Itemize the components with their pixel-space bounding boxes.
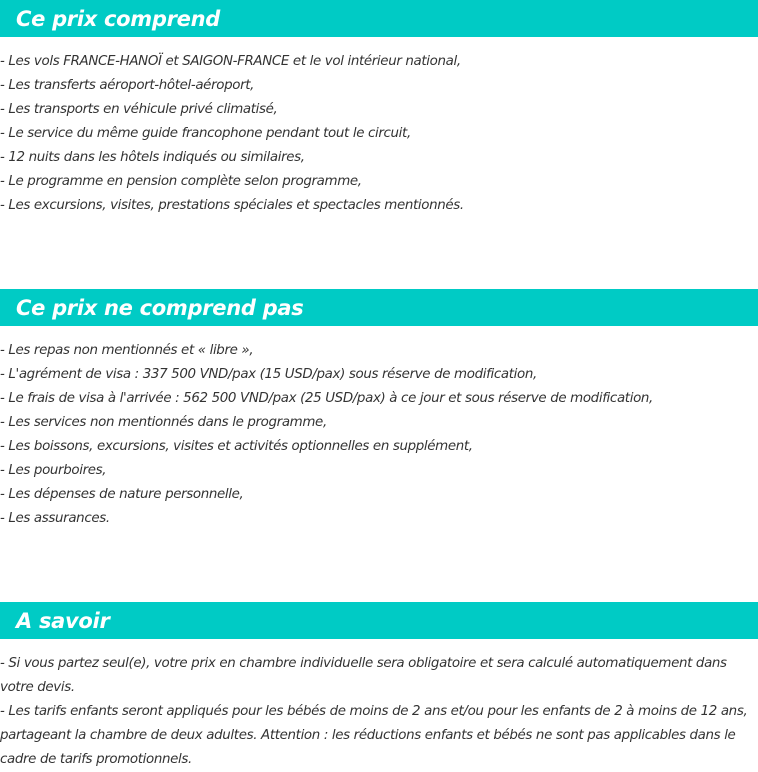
list-item: - Les assurances. — [0, 511, 110, 526]
paragraph: - Si vous partez seul(e), votre prix en chambre individuelle sera obligatoire et sera calculé automatiquement dans votre devis. — [0, 656, 727, 695]
section-title: Ce prix ne comprend pas — [16, 295, 304, 320]
list-item: - Les services non mentionnés dans le programme, — [0, 415, 327, 430]
not-included-list — [0, 326, 758, 531]
section-header-good-to-know — [0, 602, 758, 639]
list-item: - L'agrément de visa : 337 500 VND/pax (15 USD/pax) sous réserve de modification, — [0, 367, 537, 382]
list-item: - Les transports en véhicule privé climatisé, — [0, 102, 278, 117]
list-item: - Le frais de visa à l'arrivée : 562 500 VND/pax (25 USD/pax) à ce jour et sous réserve de modification, — [0, 391, 653, 406]
included-list — [0, 37, 758, 218]
section-good-to-know — [0, 602, 758, 772]
list-item: - Les pourboires, — [0, 463, 107, 478]
section-title: A savoir — [16, 608, 110, 633]
section-header-included — [0, 0, 758, 37]
list-item: - Les dépenses de nature personnelle, — [0, 487, 244, 502]
list-item: - 12 nuits dans les hôtels indiqués ou similaires, — [0, 150, 305, 165]
list-item: - Les boissons, excursions, visites et activités optionnelles en supplément, — [0, 439, 473, 454]
section-header-not-included — [0, 289, 758, 326]
good-to-know-text — [0, 639, 758, 772]
list-item: - Les repas non mentionnés et « libre », — [0, 343, 254, 358]
list-item: - Les vols FRANCE-HANOÏ et SAIGON-FRANCE et le vol intérieur national, — [0, 54, 461, 69]
list-item: - Les excursions, visites, prestations spéciales et spectacles mentionnés. — [0, 198, 464, 213]
section-title: Ce prix comprend — [16, 6, 220, 31]
section-not-included — [0, 289, 758, 531]
list-item: - Le service du même guide francophone pendant tout le circuit, — [0, 126, 411, 141]
list-item: - Le programme en pension complète selon programme, — [0, 174, 362, 189]
list-item: - Les transferts aéroport-hôtel-aéroport, — [0, 78, 255, 93]
section-included — [0, 0, 758, 218]
paragraph: - Les tarifs enfants seront appliqués pour les bébés de moins de 2 ans et/ou pour les enfants de 2 à moins de 12 ans, partageant la chambre de deux adultes. Attention : les réductions enfants et bébés ne sont pas applicables dans le cadre de tarifs promotionnels. — [0, 704, 748, 767]
